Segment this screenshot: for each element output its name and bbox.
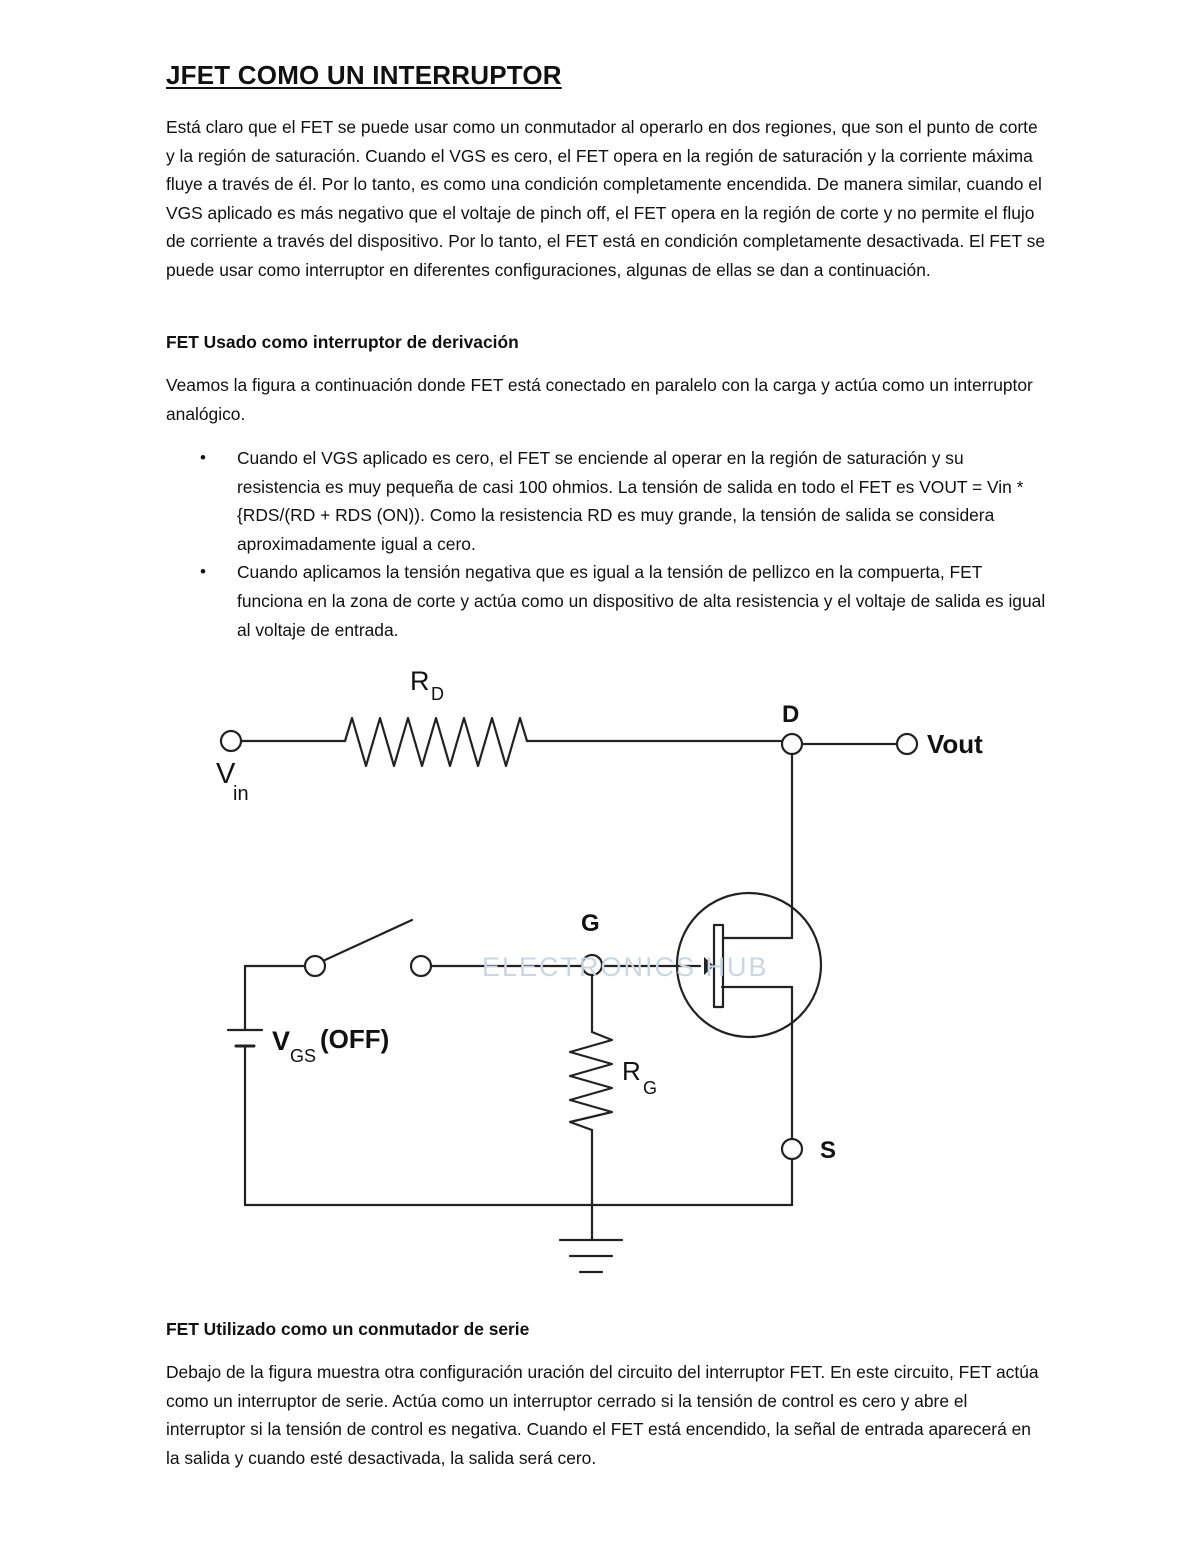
bullet-icon: • xyxy=(200,448,206,467)
list-item xyxy=(166,444,1046,558)
switch-contact xyxy=(305,956,325,976)
drain-node xyxy=(782,734,802,754)
page-title: JFET COMO UN INTERRUPTOR xyxy=(166,60,562,90)
bullet-text: Cuando el VGS aplicado es cero, el FET se enciende al operar en la región de saturación y su resistencia es muy pequeña de casi 100 ohmios. La tensión de salida en todo el FET es VOUT = Vin * {RDS/(RD + RDS (ON)). Como la resistencia RD es muy grande, la tensión de salida se considera aproximadamente igual a cero. xyxy=(237,448,1024,554)
shunt-paragraph: Veamos la figura a continuación donde FET está conectado en paralelo con la carga y actúa como un interruptor analógico. xyxy=(166,375,1033,424)
rg-label: R xyxy=(622,1056,641,1086)
section-heading-shunt: FET Usado como interruptor de derivación xyxy=(166,332,519,352)
vgs-label: V xyxy=(272,1026,291,1056)
source-node xyxy=(782,1139,802,1159)
vin-terminal xyxy=(221,731,241,751)
intro-paragraph: Está claro que el FET se puede usar como un conmutador al operarlo en dos regiones, que son el punto de corte y la región de saturación. Cuando el VGS es cero, el FET opera en la región de saturación y la corriente máxima fluye a través de él. Por lo tanto, es como una condición completamente encendida. De manera similar, cuando el VGS aplicado es más negativo que el voltaje de pinch off, el FET opera en la región de corte y no permite el flujo de corriente a través del dispositivo. Por lo tanto, el FET está en condición completamente desactivada. El FET se puede usar como interruptor en diferentes configuraciones, algunas de ellas se dan a continuación. xyxy=(166,117,1046,280)
vout-label: Vout xyxy=(927,729,983,759)
section-heading-series: FET Utilizado como un conmutador de serie xyxy=(166,1319,530,1339)
vin-label: V xyxy=(216,758,236,790)
switch-contact xyxy=(411,956,431,976)
series-paragraph: Debajo de la figura muestra otra configuración uración del circuito del interruptor FET. En este circuito, FET actúa como un interruptor de serie. Actúa como un interruptor cerrado si la tensión de control es cero y abre el interruptor si la tensión de control es negativa. Cuando el FET está encendido, la señal de entrada aparecerá en la salida y cuando esté desactivada, la salida será cero. xyxy=(166,1362,1039,1468)
watermark-text: ELECTRONICS HUB xyxy=(482,952,769,982)
switch-lever xyxy=(325,920,412,960)
vout-terminal xyxy=(897,734,917,754)
vin-label-subscript: in xyxy=(233,783,249,805)
shunt-bullet-list xyxy=(166,444,1046,644)
source-label: S xyxy=(820,1137,837,1164)
rd-label: R xyxy=(410,666,430,696)
vgs-label-subscript: GS xyxy=(290,1046,317,1066)
list-item xyxy=(166,558,1046,644)
drain-label: D xyxy=(782,701,800,728)
resistor-rd-symbol xyxy=(345,718,527,766)
resistor-rg-symbol xyxy=(570,1032,612,1130)
shunt-switch-circuit-diagram xyxy=(200,655,1050,1290)
bullet-icon: • xyxy=(200,562,206,582)
gate-label: G xyxy=(581,910,600,937)
bullet-text: Cuando aplicamos la tensión negativa que es igual a la tensión de pellizco en la compuerta, FET funciona en la zona de corte y actúa como un dispositivo de alta resistencia y el voltaje de salida es igual al voltaje de entrada. xyxy=(237,562,1046,640)
vgs-label-suffix: (OFF) xyxy=(320,1024,390,1054)
rg-label-subscript: G xyxy=(643,1078,658,1098)
rd-label-subscript: D xyxy=(431,684,444,704)
